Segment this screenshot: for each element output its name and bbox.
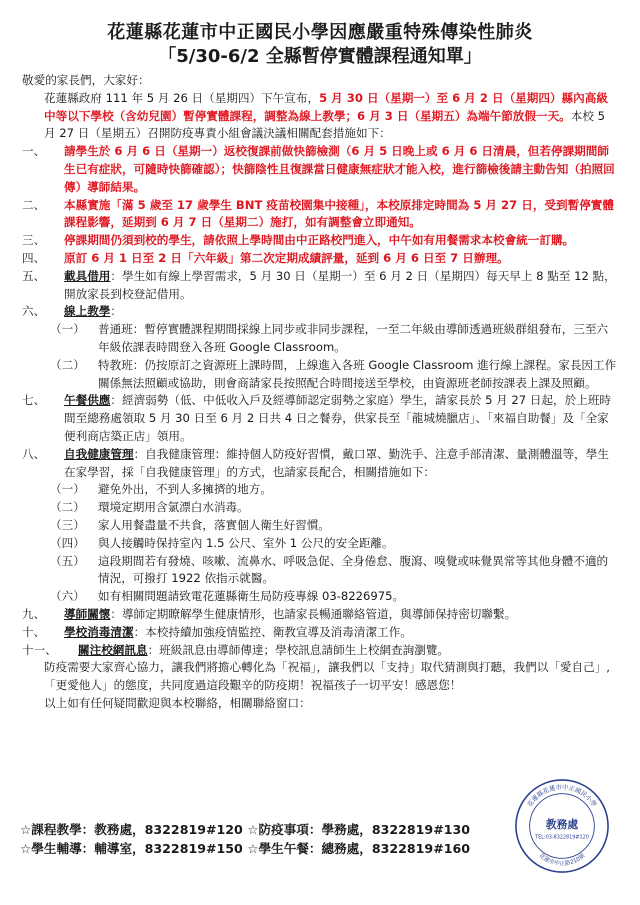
measure-item-5 [22,268,618,304]
measure-item-10 [22,624,618,642]
item-number: 十、 [22,624,46,639]
health-subitem-1 [22,481,618,499]
subitem-number: （一） [50,482,85,497]
item-number: 四、 [22,250,46,265]
item-number: 九、 [22,606,46,621]
star-icon: ☆ [20,822,32,837]
item-number: 一、 [22,144,46,159]
item-text: 載具借用：學生如有線上學習需求，5 月 30 日（星期一）至 6 月 2 日（星期四）每天早上 8 點至 12 點，開放家長到校登記借用。 [64,268,616,301]
contact-row [20,839,490,858]
item-heading: 線上教學 [64,304,111,319]
subitem-number: （六） [50,589,85,604]
measure-item-11 [22,642,618,660]
item-number: 七、 [22,393,46,408]
contact-academic: 課程教學：教務處，8322819#120 [31,822,243,837]
seal-tel-text: TEL:03-8322819#120 [535,834,589,841]
contact-intro: 以上如有任何疑問歡迎與本校聯絡，相關聯絡窗口： [44,695,311,710]
measure-item-6 [22,303,618,321]
subitem-text: 避免外出，不到人多擁擠的地方。 [98,482,272,497]
subitem-number: （二） [50,500,85,515]
subitem-number: （三） [50,517,85,532]
item-text: 原訂 6 月 1 日至 2 日「六年級」第二次定期成績評量，延到 6 月 6 日至 7 日辦理。 [64,250,509,265]
item-number: 八、 [22,446,46,461]
contact-counseling: 學生輔導：輔導室，8322819#150 [31,841,243,856]
item-heading: 學校消毒清潔 [64,624,134,639]
subitem-text: 如有相關問題請致電花蓮縣衛生局防疫專線 03-8226975。 [98,589,405,604]
health-subitem-2 [22,499,618,517]
item-number: 六、 [22,304,46,319]
item-text: 本縣實施「滿 5 歲至 17 歲學生 BNT 疫苗校園集中接種」，本校原排定時間為 5 月 27 日，受到暫停實體課程影響，延期到 6 月 7 日（星期二）施打，如有調整會立即通知。 [64,197,614,230]
star-icon: ☆ [247,822,259,837]
item-text: 線上教學： [64,304,122,319]
subitem-text: 普通班：暫停實體課程期間採線上同步或非同步課程，一至二年級由導師透過班級群組發布，三至六年級依課表時間登入各班 Google Classroom。 [98,322,609,354]
measure-item-2 [22,197,618,233]
subitem-text: 家人用餐盡量不共食，落實個人衛生好習慣。 [98,517,330,532]
item-text: 午餐供應：經濟弱勢（低、中低收入戶及經導師認定弱勢之家庭）學生，請家長於 5 月 27 日起，於上班時間至總務處領取 5 月 30 日至 6 月 2 日共 4 日之餐券，供家長至「龍城燒臘店」、「來福自助餐」及「全家便利商店築正店」領用。 [64,393,612,443]
seal-center-text: 教務處 [545,817,579,831]
measure-item-1 [22,143,618,196]
item-heading: 午餐供應 [64,393,111,408]
subitem-text: 特教班：仍按原訂之資源班上課時間，上線進入各班 Google Classroom 進行線上課程。家長因工作關係無法照顧或協助，則會商請家長按照配合時間接送至學校，由資源班老師按課表上課及照顧。 [98,357,617,390]
item-heading: 導師關懷 [64,606,111,621]
star-icon: ☆ [20,841,32,856]
contact-list [20,820,490,858]
item-text: 導師關懷：導師定期瞭解學生健康情形，也請家長暢通聯絡管道，與導師保持密切聯繫。 [64,606,517,621]
item-heading: 載具借用 [64,268,111,283]
measure-item-3 [22,232,618,250]
item-number: 五、 [22,268,46,283]
subitem-number: （二） [50,357,85,372]
health-subitem-4 [22,535,618,553]
contact-row [20,820,490,839]
item-text: 自我健康管理：自我健康管理：維持個人防疫好習慣，戴口罩、勤洗手、注意手部清潔、量測體溫等，學生在家學習，採「自我健康管理」的方式，也請家長配合，相關措施如下： [64,446,609,479]
subitem-number: （四） [50,535,85,550]
measure-item-7 [22,392,618,445]
item-text: 學校消毒清潔：本校持續加強疫情監控、衛教宣導及消毒清潔工作。 [64,624,412,639]
item-heading: 關注校網訊息 [78,642,148,657]
item-number: 三、 [22,233,46,248]
health-subitem-5 [22,553,618,589]
intro-paragraph: 花蓮縣政府 111 年 5 月 26 日（星期四）下午宣布，5 月 30 日（星期一）至 6 月 2 日（星期四）縣內高級中等以下學校（含幼兒園）暫停實體課程，調整為線上教學；6 月 3 日（星期五）為端午節放假一天。本校 5 月 27 日（星期五）召開防疫專責小組會議決議相關配套措施如下： [44,90,608,141]
subitem-text: 這段期間若有發燒、咳嗽、流鼻水、呼吸急促、全身倦怠、腹瀉、嗅覺或味覺異常等其他身體不適的情況，可撥打 1922 依指示就醫。 [98,553,609,586]
notice-subtitle: 「5/30-6/2 全縣暫停實體課程通知單」 [158,46,482,67]
star-icon: ☆ [247,841,259,856]
school-seal-stamp [513,777,611,875]
intro-highlight: 5 月 30 日（星期一）至 6 月 2 日（星期四）縣內高級中等以下學校（含幼兒園）暫停實體課程，調整為線上教學；6 月 3 日（星期五）為端午節放假一天。 [44,90,608,123]
greeting: 敬愛的家長們，大家好： [22,73,150,87]
health-subitem-3 [22,517,618,535]
online-subitem-2 [22,357,618,393]
seal-address-text: 花蓮市中正路210號 [537,852,587,868]
contact-lunch: 學生午餐：總務處，8322819#160 [258,841,471,856]
closing-paragraph: 防疫需要大家齊心協力，讓我們將擔心轉化為「祝福」，讓我們以「支持」取代猜測與打聽，我們以「愛自己」,「更愛他人」的態度，共同度過這段艱辛的防疫期！祝福孩子一切平安！感恩您！ [44,660,610,693]
contact-student-affairs: 防疫事項：學務處，8322819#130 [258,822,471,837]
item-heading: 自我健康管理 [64,446,134,461]
item-text: 停課期間仍須到校的學生，請依照上學時間由中正路校門進入，中午如有用餐需求本校會統一訂購。 [64,233,575,248]
item-text: 關注校網訊息：班級訊息由導師傳達；學校訊息請師生上校網查詢瀏覽。 [78,642,450,657]
subitem-number: （五） [50,553,85,568]
item-text: 請學生於 6 月 6 日（星期一）返校復課前做快篩檢測（6 月 5 日晚上或 6 月 6 日清晨，但若停課期間師生已有症狀，可隨時快篩確認）；快篩陰性且復課當日健康無症狀才能入校，進行篩檢後請主動告知（拍照回傳）導師結果。 [64,144,615,194]
subitem-text: 與人接觸時保持室內 1.5 公尺、室外 1 公尺的安全距離。 [98,535,394,550]
health-subitem-6 [22,588,618,606]
measure-item-9 [22,606,618,624]
notice-body [22,72,618,713]
measure-item-4 [22,250,618,268]
seal-ring-text: 花蓮縣花蓮市中正國民小學 [526,784,598,809]
subitem-number: （一） [50,322,85,337]
subitem-text: 環境定期用含氯漂白水消毒。 [98,500,249,515]
notice-title: 花蓮縣花蓮市中正國民小學因應嚴重特殊傳染性肺炎 [107,22,533,43]
measure-item-8 [22,446,618,482]
item-number: 二、 [22,197,46,212]
online-subitem-1 [22,321,618,357]
item-number: 十一、 [22,642,57,657]
